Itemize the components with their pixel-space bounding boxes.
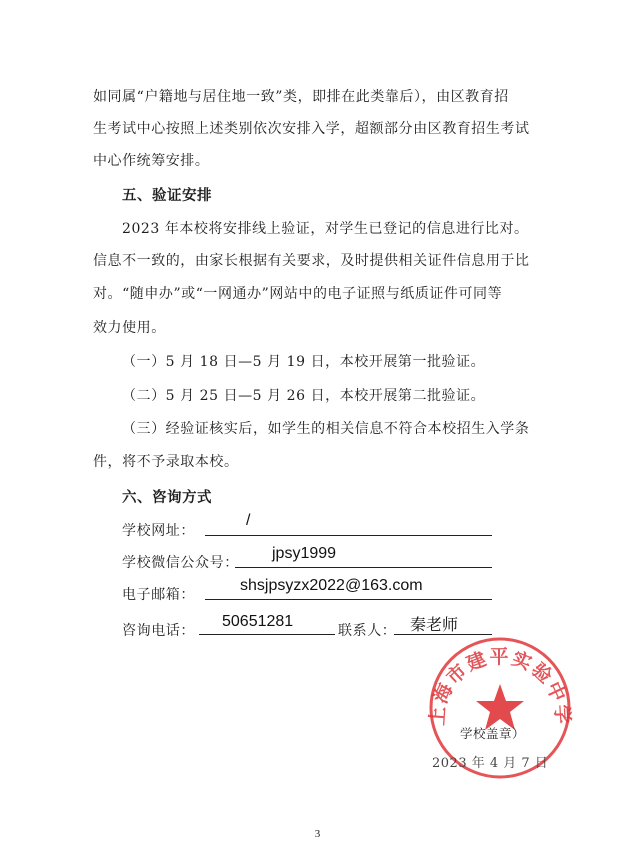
section-5-para-line-3: 对。“随申办”或“一网通办”网站中的电子证照与纸质证件可同等 (93, 286, 503, 302)
email-value: shsjpsyzx2022@163.com (240, 577, 423, 594)
wechat-underline (235, 567, 492, 568)
website-label: 学校网址： (122, 523, 195, 539)
page-number: 3 (314, 828, 321, 840)
contact-person-label: 联系人： (338, 623, 397, 639)
section-5-para-line-1: 2023 年本校将安排线上验证，对学生已登记的信息进行比对。 (122, 221, 529, 237)
wechat-label: 学校微信公众号： (122, 555, 239, 571)
stamp-caption: 学校盖章） (460, 726, 526, 741)
phone-label: 咨询电话： (122, 623, 195, 639)
phone-value: 50651281 (222, 613, 294, 630)
phone-underline (199, 634, 335, 635)
body-line-1: 如同属“户籍地与居住地一致”类，即排在此类靠后），由区教育招 (93, 89, 509, 105)
section-5-item-3-line-1: （三）经验证核实后，如学生的相关信息不符合本校招生入学条 (122, 421, 530, 437)
svg-text:上海市建平实验中学: 上海市建平实验中学 (426, 646, 574, 727)
website-value: / (246, 512, 251, 529)
contact-person-value: 秦老师 (410, 615, 459, 634)
body-line-3: 中心作统筹安排。 (93, 153, 210, 169)
email-label: 电子邮箱： (122, 587, 195, 603)
section-5-item-2: （二）5 月 25 日—5 月 26 日，本校开展第二批验证。 (122, 388, 486, 404)
body-line-2: 生考试中心按照上述类别依次安排入学，超额部分由区教育招生考试 (93, 121, 530, 137)
website-underline (205, 535, 492, 536)
section-5-para-line-4: 效力使用。 (93, 320, 166, 336)
section-6-heading: 六、咨询方式 (122, 490, 212, 506)
wechat-value: jpsy1999 (272, 545, 337, 562)
section-5-heading: 五、验证安排 (122, 188, 212, 204)
section-5-item-3-line-2: 件，将不予录取本校。 (93, 454, 239, 470)
email-underline (205, 599, 492, 600)
document-date: 2023 年 4 月 7 日 (432, 756, 549, 771)
section-5-item-1: （一）5 月 18 日—5 月 19 日，本校开展第一批验证。 (122, 354, 486, 370)
section-5-para-line-2: 信息不一致的，由家长根据有关要求，及时提供相关证件信息用于比 (93, 253, 530, 269)
